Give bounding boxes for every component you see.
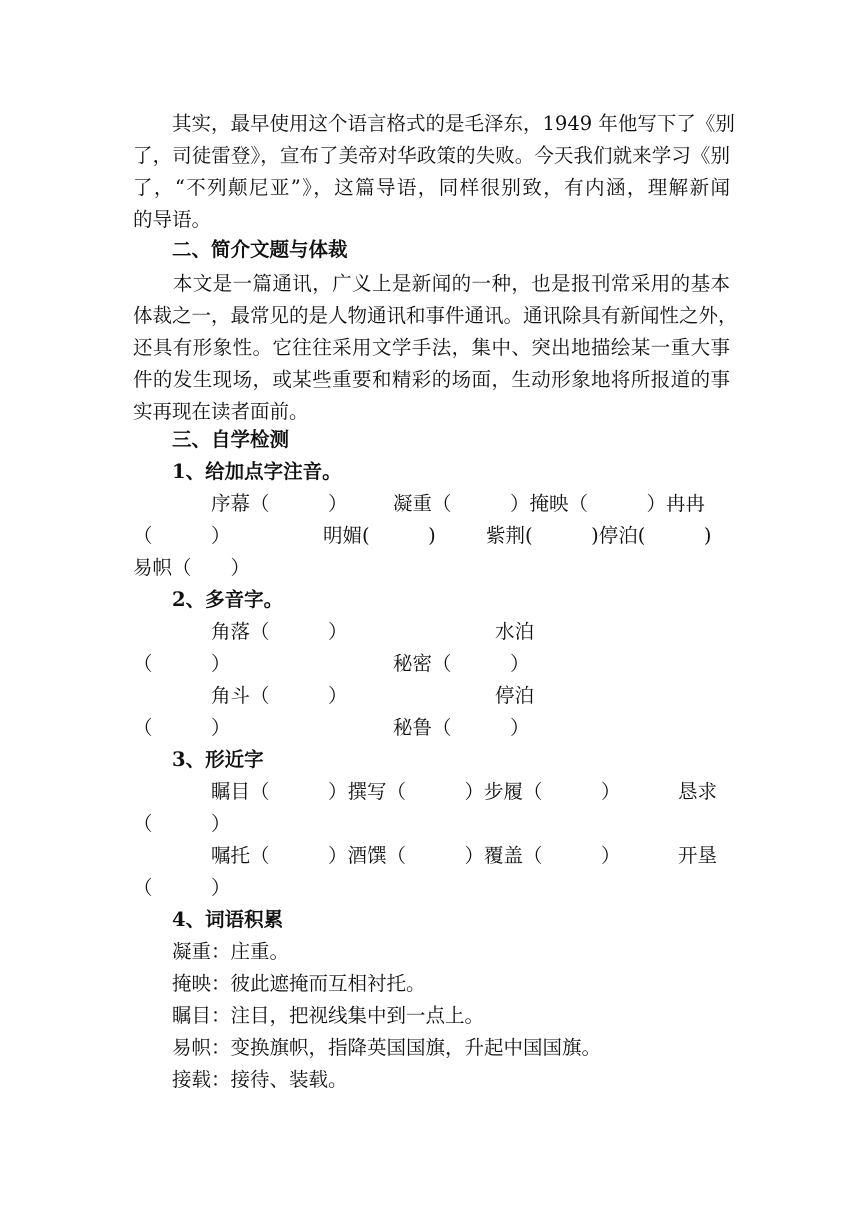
q4-term: 瞩目：注目，把视线集中到一点上。 xyxy=(172,1004,485,1027)
section2-line: 实再现在读者面前。 xyxy=(133,400,309,423)
section2-paragraph xyxy=(133,268,738,428)
q1-item: 紫荆( )停泊( ) xyxy=(486,524,712,547)
q1-heading: 1、给加点字注音。 xyxy=(172,460,342,483)
q1-item: 易帜（ ） xyxy=(133,556,251,579)
q2-item: （ ） xyxy=(133,716,231,739)
intro-line: 了，“不列颠尼亚”》，这篇导语，同样很别致，有内涵，理解新闻 xyxy=(133,176,730,199)
section2-line: 件的发生现场，或某些重要和精彩的场面，生动形象地将所报道的事 xyxy=(133,368,730,391)
q3-item: 恳求 xyxy=(678,780,718,803)
q4-heading: 4、词语积累 xyxy=(172,908,284,931)
q2-item: 停泊 xyxy=(495,684,535,707)
q4-term: 易帜：变换旗帜，指降英国国旗，升起中国国旗。 xyxy=(172,1036,602,1059)
section2-line: 还具有形象性。它往往采用文学手法，集中、突出地描绘某一重大事 xyxy=(133,336,730,359)
q2-item: 秘鲁（ ） xyxy=(393,716,530,739)
q4-term: 接载：接待、装载。 xyxy=(172,1068,348,1091)
q4-term: 凝重：庄重。 xyxy=(172,940,290,963)
q2-item: 角落（ ） xyxy=(211,620,348,643)
intro-paragraph xyxy=(133,108,735,236)
q3-item: （ ） xyxy=(133,812,231,835)
section2-line: 本文是一篇通讯，广义上是新闻的一种，也是报刊常采用的基本 xyxy=(133,272,730,295)
q3-heading: 3、形近字 xyxy=(172,748,264,771)
q2-item: （ ） xyxy=(133,652,231,675)
q2-heading: 2、多音字。 xyxy=(172,588,284,611)
q1-item: 明媚( ) xyxy=(323,524,436,547)
q3-item: 瞩目（ ）撰写（ ）步履（ ） xyxy=(211,780,621,803)
q3-item: （ ） xyxy=(133,876,231,899)
section2-heading: 二、简介文题与体裁 xyxy=(172,238,348,261)
q1-item: （ ） xyxy=(133,524,231,547)
q4-term: 掩映：彼此遮掩而互相衬托。 xyxy=(172,972,426,995)
q2-item: 角斗（ ） xyxy=(211,684,348,707)
q1-item: 序幕（ ） xyxy=(211,492,348,515)
intro-line: 其实，最早使用这个语言格式的是毛泽东，1949 年他写下了《别 xyxy=(133,112,735,135)
intro-line: 的导语。 xyxy=(133,208,212,231)
q2-item: 秘密（ ） xyxy=(393,652,530,675)
intro-line: 了，司徒雷登》，宣布了美帝对华政策的失败。今天我们就来学习《别 xyxy=(133,144,730,167)
q1-item: 凝重（ ）掩映（ ）冉冉 xyxy=(393,492,706,515)
q2-item: 水泊 xyxy=(495,620,535,643)
section2-line: 体裁之一，最常见的是人物通讯和事件通讯。通讯除具有新闻性之外， xyxy=(133,304,738,327)
q3-item: 嘱托（ ）酒馔（ ）覆盖（ ） xyxy=(211,844,621,867)
section3-heading: 三、自学检测 xyxy=(172,428,290,451)
q3-item: 开垦 xyxy=(678,844,718,867)
